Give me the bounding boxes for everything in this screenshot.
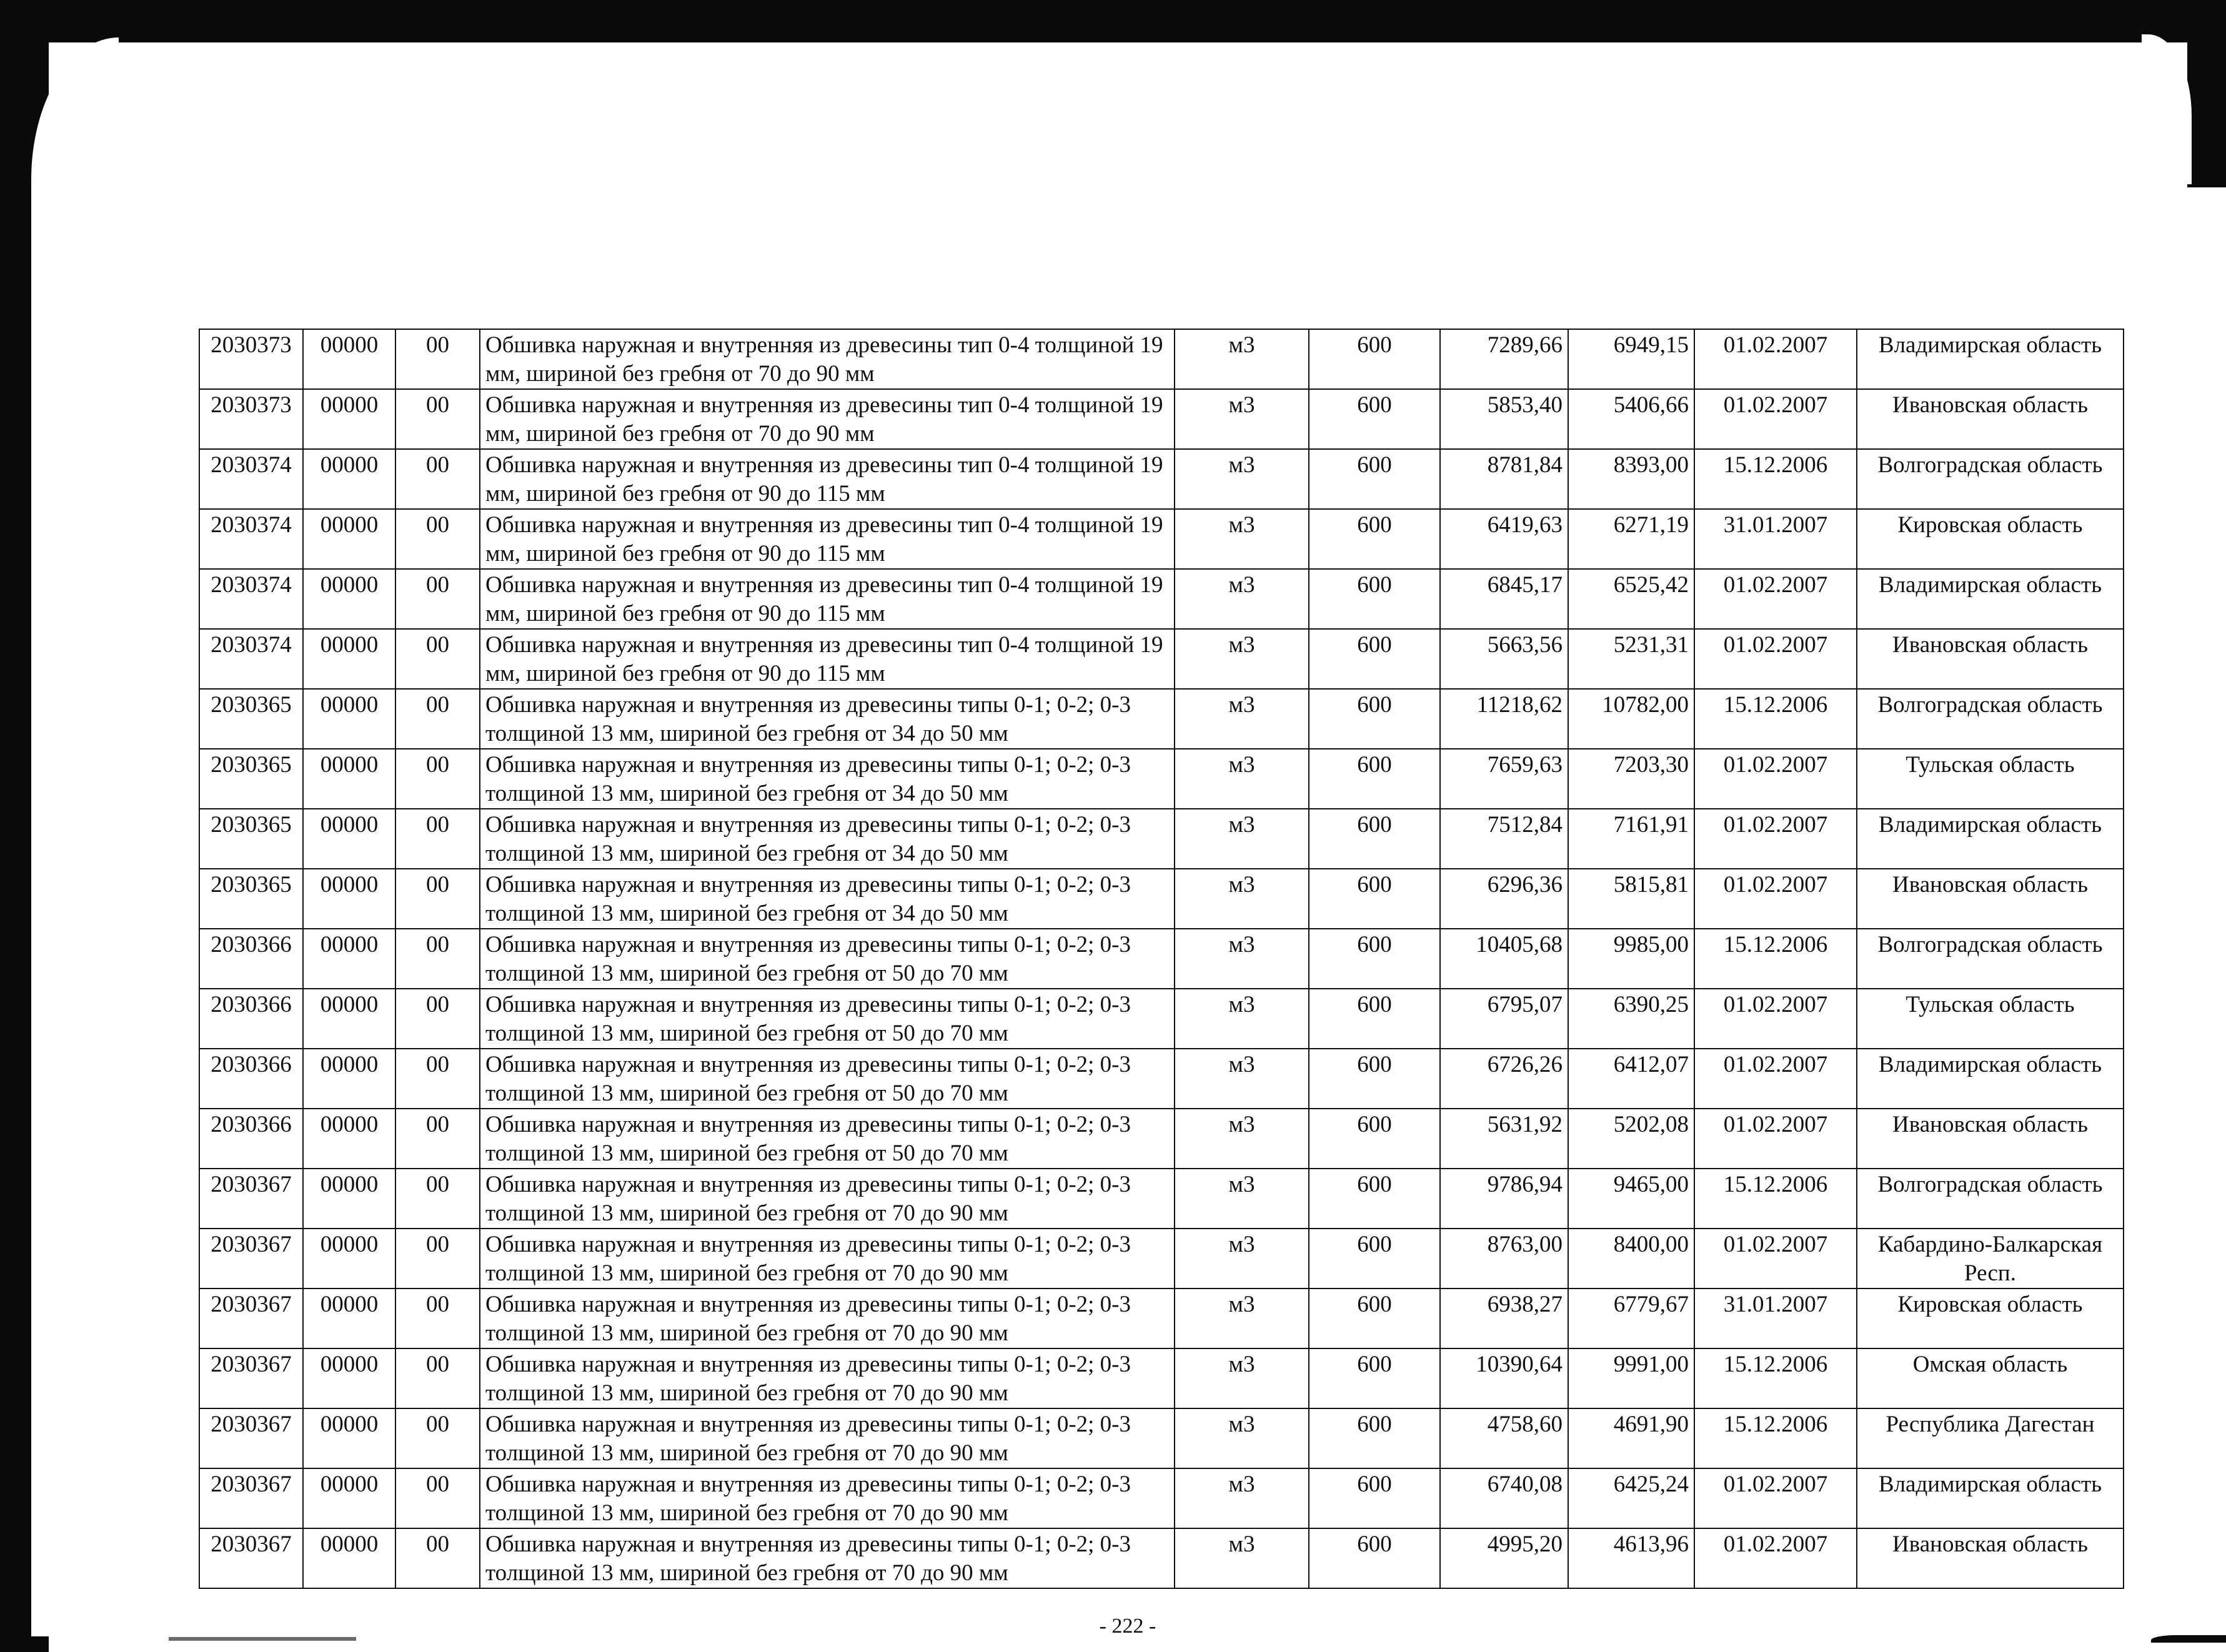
table-row — [199, 1468, 2124, 1528]
table-row — [199, 749, 2124, 809]
price-with-vat-cell: 7659,63 — [1440, 749, 1568, 809]
price-date-cell: 15.12.2006 — [1694, 929, 1857, 989]
unit-of-measure-cell: м3 — [1175, 449, 1309, 509]
table-row — [199, 809, 2124, 869]
table-row — [199, 1408, 2124, 1468]
sub-code-2-cell: 00 — [395, 569, 480, 629]
price-date-cell: 15.12.2006 — [1694, 449, 1857, 509]
region-cell: Волгоградская область — [1857, 689, 2124, 749]
item-description-cell: Обшивка наружная и внутренняя из древесины типы 0-1; 0-2; 0-3 толщиной 13 мм, шириной без гребня от 70 до 90 мм — [480, 1169, 1175, 1229]
region-cell: Ивановская область — [1857, 1528, 2124, 1588]
item-code-cell: 2030367 — [199, 1528, 303, 1588]
sub-code-2-cell: 00 — [395, 1229, 480, 1288]
sub-code-cell: 00000 — [303, 1169, 395, 1229]
price-without-vat-cell: 7161,91 — [1568, 809, 1694, 869]
price-date-cell: 01.02.2007 — [1694, 1049, 1857, 1109]
item-code-cell: 2030367 — [199, 1288, 303, 1348]
price-without-vat-cell: 4613,96 — [1568, 1528, 1694, 1588]
price-with-vat-cell: 6938,27 — [1440, 1288, 1568, 1348]
price-date-cell: 31.01.2007 — [1694, 509, 1857, 569]
item-description-cell: Обшивка наружная и внутренняя из древесины типы 0-1; 0-2; 0-3 толщиной 13 мм, шириной без гребня от 50 до 70 мм — [480, 1049, 1175, 1109]
unit-of-measure-cell: м3 — [1175, 1288, 1309, 1348]
quantity-cell: 600 — [1309, 1348, 1440, 1408]
item-description-cell: Обшивка наружная и внутренняя из древесины типы 0-1; 0-2; 0-3 толщиной 13 мм, шириной без гребня от 70 до 90 мм — [480, 1288, 1175, 1348]
sub-code-2-cell: 00 — [395, 629, 480, 689]
sub-code-cell: 00000 — [303, 1528, 395, 1588]
price-without-vat-cell: 6390,25 — [1568, 989, 1694, 1049]
quantity-cell: 600 — [1309, 1049, 1440, 1109]
sub-code-2-cell: 00 — [395, 929, 480, 989]
region-cell: Волгоградская область — [1857, 1169, 2124, 1229]
price-without-vat-cell: 8393,00 — [1568, 449, 1694, 509]
table-row — [199, 569, 2124, 629]
region-cell: Волгоградская область — [1857, 929, 2124, 989]
price-date-cell: 31.01.2007 — [1694, 1288, 1857, 1348]
sub-code-2-cell: 00 — [395, 1288, 480, 1348]
sub-code-2-cell: 00 — [395, 1408, 480, 1468]
item-description-cell: Обшивка наружная и внутренняя из древесины типы 0-1; 0-2; 0-3 толщиной 13 мм, шириной без гребня от 34 до 50 мм — [480, 689, 1175, 749]
item-code-cell: 2030367 — [199, 1468, 303, 1528]
item-description-cell: Обшивка наружная и внутренняя из древесины типы 0-1; 0-2; 0-3 толщиной 13 мм, шириной без гребня от 70 до 90 мм — [480, 1468, 1175, 1528]
quantity-cell: 600 — [1309, 1169, 1440, 1229]
price-without-vat-cell: 8400,00 — [1568, 1229, 1694, 1288]
price-without-vat-cell: 10782,00 — [1568, 689, 1694, 749]
quantity-cell: 600 — [1309, 929, 1440, 989]
sub-code-2-cell: 00 — [395, 1528, 480, 1588]
item-description-cell: Обшивка наружная и внутренняя из древесины тип 0-4 толщиной 19 мм, шириной без гребня от 70 до 90 мм — [480, 329, 1175, 389]
quantity-cell: 600 — [1309, 689, 1440, 749]
item-description-cell: Обшивка наружная и внутренняя из древесины тип 0-4 толщиной 19 мм, шириной без гребня от 90 до 115 мм — [480, 449, 1175, 509]
price-with-vat-cell: 7512,84 — [1440, 809, 1568, 869]
price-table — [199, 329, 2124, 1589]
price-date-cell: 15.12.2006 — [1694, 1348, 1857, 1408]
item-code-cell: 2030367 — [199, 1408, 303, 1468]
sub-code-cell: 00000 — [303, 569, 395, 629]
scan-smudge — [169, 1637, 356, 1641]
region-cell: Кировская область — [1857, 509, 2124, 569]
unit-of-measure-cell: м3 — [1175, 869, 1309, 929]
price-date-cell: 01.02.2007 — [1694, 629, 1857, 689]
price-without-vat-cell: 5815,81 — [1568, 869, 1694, 929]
sub-code-cell: 00000 — [303, 509, 395, 569]
sub-code-2-cell: 00 — [395, 389, 480, 449]
price-date-cell: 01.02.2007 — [1694, 1109, 1857, 1169]
region-cell: Ивановская область — [1857, 869, 2124, 929]
region-cell: Ивановская область — [1857, 389, 2124, 449]
unit-of-measure-cell: м3 — [1175, 1348, 1309, 1408]
quantity-cell: 600 — [1309, 329, 1440, 389]
region-cell: Тульская область — [1857, 989, 2124, 1049]
region-cell: Владимирская область — [1857, 809, 2124, 869]
sub-code-2-cell: 00 — [395, 869, 480, 929]
unit-of-measure-cell: м3 — [1175, 329, 1309, 389]
price-with-vat-cell: 4758,60 — [1440, 1408, 1568, 1468]
region-cell: Омская область — [1857, 1348, 2124, 1408]
quantity-cell: 600 — [1309, 449, 1440, 509]
item-description-cell: Обшивка наружная и внутренняя из древесины типы 0-1; 0-2; 0-3 толщиной 13 мм, шириной без гребня от 70 до 90 мм — [480, 1229, 1175, 1288]
scan-border-top — [0, 0, 2226, 42]
price-date-cell: 01.02.2007 — [1694, 1468, 1857, 1528]
price-with-vat-cell: 8763,00 — [1440, 1229, 1568, 1288]
region-cell: Ивановская область — [1857, 1109, 2124, 1169]
sub-code-cell: 00000 — [303, 1348, 395, 1408]
price-with-vat-cell: 6296,36 — [1440, 869, 1568, 929]
item-code-cell: 2030365 — [199, 749, 303, 809]
sub-code-2-cell: 00 — [395, 689, 480, 749]
sub-code-2-cell: 00 — [395, 1049, 480, 1109]
price-date-cell: 01.02.2007 — [1694, 989, 1857, 1049]
unit-of-measure-cell: м3 — [1175, 1528, 1309, 1588]
price-with-vat-cell: 5631,92 — [1440, 1109, 1568, 1169]
price-without-vat-cell: 9465,00 — [1568, 1169, 1694, 1229]
unit-of-measure-cell: м3 — [1175, 749, 1309, 809]
quantity-cell: 600 — [1309, 1229, 1440, 1288]
price-with-vat-cell: 6740,08 — [1440, 1468, 1568, 1528]
price-without-vat-cell: 5231,31 — [1568, 629, 1694, 689]
price-with-vat-cell: 5663,56 — [1440, 629, 1568, 689]
price-without-vat-cell: 6271,19 — [1568, 509, 1694, 569]
table-row — [199, 1229, 2124, 1288]
region-cell: Тульская область — [1857, 749, 2124, 809]
item-code-cell: 2030367 — [199, 1348, 303, 1408]
region-cell: Волгоградская область — [1857, 449, 2124, 509]
table-row — [199, 389, 2124, 449]
price-with-vat-cell: 8781,84 — [1440, 449, 1568, 509]
item-code-cell: 2030366 — [199, 1049, 303, 1109]
item-description-cell: Обшивка наружная и внутренняя из древесины типы 0-1; 0-2; 0-3 толщиной 13 мм, шириной без гребня от 34 до 50 мм — [480, 749, 1175, 809]
item-code-cell: 2030366 — [199, 929, 303, 989]
price-date-cell: 01.02.2007 — [1694, 1229, 1857, 1288]
sub-code-2-cell: 00 — [395, 449, 480, 509]
quantity-cell: 600 — [1309, 629, 1440, 689]
quantity-cell: 600 — [1309, 809, 1440, 869]
unit-of-measure-cell: м3 — [1175, 389, 1309, 449]
region-cell: Владимирская область — [1857, 329, 2124, 389]
region-cell: Кировская область — [1857, 1288, 2124, 1348]
quantity-cell: 600 — [1309, 1109, 1440, 1169]
sub-code-2-cell: 00 — [395, 509, 480, 569]
region-cell: Владимирская область — [1857, 1049, 2124, 1109]
item-description-cell: Обшивка наружная и внутренняя из древесины типы 0-1; 0-2; 0-3 толщиной 13 мм, шириной без гребня от 50 до 70 мм — [480, 1109, 1175, 1169]
item-description-cell: Обшивка наружная и внутренняя из древесины типы 0-1; 0-2; 0-3 толщиной 13 мм, шириной без гребня от 34 до 50 мм — [480, 809, 1175, 869]
unit-of-measure-cell: м3 — [1175, 629, 1309, 689]
price-without-vat-cell: 5202,08 — [1568, 1109, 1694, 1169]
unit-of-measure-cell: м3 — [1175, 989, 1309, 1049]
item-code-cell: 2030374 — [199, 629, 303, 689]
price-date-cell: 15.12.2006 — [1694, 1408, 1857, 1468]
sub-code-2-cell: 00 — [395, 809, 480, 869]
item-code-cell: 2030374 — [199, 569, 303, 629]
table-row — [199, 1348, 2124, 1408]
item-description-cell: Обшивка наружная и внутренняя из древесины типы 0-1; 0-2; 0-3 толщиной 13 мм, шириной без гребня от 50 до 70 мм — [480, 929, 1175, 989]
price-with-vat-cell: 7289,66 — [1440, 329, 1568, 389]
item-description-cell: Обшивка наружная и внутренняя из древесины типы 0-1; 0-2; 0-3 толщиной 13 мм, шириной без гребня от 70 до 90 мм — [480, 1408, 1175, 1468]
sub-code-2-cell: 00 — [395, 1169, 480, 1229]
table-row — [199, 689, 2124, 749]
price-date-cell: 15.12.2006 — [1694, 689, 1857, 749]
quantity-cell: 600 — [1309, 989, 1440, 1049]
item-code-cell: 2030367 — [199, 1229, 303, 1288]
item-code-cell: 2030367 — [199, 1169, 303, 1229]
item-description-cell: Обшивка наружная и внутренняя из древесины типы 0-1; 0-2; 0-3 толщиной 13 мм, шириной без гребня от 34 до 50 мм — [480, 869, 1175, 929]
quantity-cell: 600 — [1309, 569, 1440, 629]
quantity-cell: 600 — [1309, 1288, 1440, 1348]
sub-code-cell: 00000 — [303, 809, 395, 869]
item-description-cell: Обшивка наружная и внутренняя из древесины тип 0-4 толщиной 19 мм, шириной без гребня от 90 до 115 мм — [480, 629, 1175, 689]
item-description-cell: Обшивка наружная и внутренняя из древесины тип 0-4 толщиной 19 мм, шириной без гребня от 90 до 115 мм — [480, 509, 1175, 569]
item-description-cell: Обшивка наружная и внутренняя из древесины типы 0-1; 0-2; 0-3 толщиной 13 мм, шириной без гребня от 70 до 90 мм — [480, 1528, 1175, 1588]
price-with-vat-cell: 10390,64 — [1440, 1348, 1568, 1408]
price-with-vat-cell: 6795,07 — [1440, 989, 1568, 1049]
quantity-cell: 600 — [1309, 389, 1440, 449]
table-row — [199, 1109, 2124, 1169]
scan-border-right — [2187, 0, 2226, 187]
unit-of-measure-cell: м3 — [1175, 1169, 1309, 1229]
table-row — [199, 989, 2124, 1049]
price-without-vat-cell: 4691,90 — [1568, 1408, 1694, 1468]
sub-code-cell: 00000 — [303, 1288, 395, 1348]
unit-of-measure-cell: м3 — [1175, 929, 1309, 989]
table-row — [199, 509, 2124, 569]
unit-of-measure-cell: м3 — [1175, 809, 1309, 869]
unit-of-measure-cell: м3 — [1175, 689, 1309, 749]
table-row — [199, 629, 2124, 689]
scan-border-bottom-right — [2151, 1635, 2226, 1643]
price-date-cell: 01.02.2007 — [1694, 749, 1857, 809]
sub-code-cell: 00000 — [303, 1408, 395, 1468]
item-code-cell: 2030374 — [199, 509, 303, 569]
quantity-cell: 600 — [1309, 1468, 1440, 1528]
unit-of-measure-cell: м3 — [1175, 1468, 1309, 1528]
price-with-vat-cell: 10405,68 — [1440, 929, 1568, 989]
table-row — [199, 1288, 2124, 1348]
item-code-cell: 2030365 — [199, 809, 303, 869]
sub-code-cell: 00000 — [303, 749, 395, 809]
price-without-vat-cell: 6525,42 — [1568, 569, 1694, 629]
price-date-cell: 01.02.2007 — [1694, 569, 1857, 629]
price-with-vat-cell: 5853,40 — [1440, 389, 1568, 449]
price-without-vat-cell: 9991,00 — [1568, 1348, 1694, 1408]
region-cell: Владимирская область — [1857, 569, 2124, 629]
region-cell: Республика Дагестан — [1857, 1408, 2124, 1468]
region-cell: Кабардино-Балкарская Респ. — [1857, 1229, 2124, 1288]
table-row — [199, 1169, 2124, 1229]
price-date-cell: 01.02.2007 — [1694, 1528, 1857, 1588]
page-number: - 222 - — [1099, 1615, 1156, 1638]
scan-page-corner — [2142, 34, 2192, 184]
sub-code-cell: 00000 — [303, 689, 395, 749]
price-without-vat-cell: 6779,67 — [1568, 1288, 1694, 1348]
unit-of-measure-cell: м3 — [1175, 1408, 1309, 1468]
price-date-cell: 01.02.2007 — [1694, 389, 1857, 449]
sub-code-cell: 00000 — [303, 1229, 395, 1288]
table-row — [199, 869, 2124, 929]
sub-code-2-cell: 00 — [395, 329, 480, 389]
unit-of-measure-cell: м3 — [1175, 1109, 1309, 1169]
table-row — [199, 329, 2124, 389]
price-date-cell: 01.02.2007 — [1694, 869, 1857, 929]
item-description-cell: Обшивка наружная и внутренняя из древесины тип 0-4 толщиной 19 мм, шириной без гребня от 70 до 90 мм — [480, 389, 1175, 449]
unit-of-measure-cell: м3 — [1175, 1049, 1309, 1109]
item-code-cell: 2030373 — [199, 329, 303, 389]
quantity-cell: 600 — [1309, 749, 1440, 809]
price-date-cell: 01.02.2007 — [1694, 809, 1857, 869]
table-row — [199, 1049, 2124, 1109]
table-row — [199, 929, 2124, 989]
price-with-vat-cell: 9786,94 — [1440, 1169, 1568, 1229]
sub-code-cell: 00000 — [303, 929, 395, 989]
item-description-cell: Обшивка наружная и внутренняя из древесины типы 0-1; 0-2; 0-3 толщиной 13 мм, шириной без гребня от 50 до 70 мм — [480, 989, 1175, 1049]
price-with-vat-cell: 6419,63 — [1440, 509, 1568, 569]
price-with-vat-cell: 6726,26 — [1440, 1049, 1568, 1109]
scan-page-edge — [31, 37, 119, 1636]
item-code-cell: 2030374 — [199, 449, 303, 509]
sub-code-cell: 00000 — [303, 1109, 395, 1169]
item-code-cell: 2030373 — [199, 389, 303, 449]
quantity-cell: 600 — [1309, 1408, 1440, 1468]
sub-code-2-cell: 00 — [395, 1348, 480, 1408]
sub-code-cell: 00000 — [303, 989, 395, 1049]
price-without-vat-cell: 6412,07 — [1568, 1049, 1694, 1109]
sub-code-cell: 00000 — [303, 1468, 395, 1528]
table-row — [199, 1528, 2124, 1588]
sub-code-cell: 00000 — [303, 629, 395, 689]
item-code-cell: 2030366 — [199, 989, 303, 1049]
sub-code-cell: 00000 — [303, 869, 395, 929]
item-description-cell: Обшивка наружная и внутренняя из древесины типы 0-1; 0-2; 0-3 толщиной 13 мм, шириной без гребня от 70 до 90 мм — [480, 1348, 1175, 1408]
sub-code-cell: 00000 — [303, 389, 395, 449]
price-without-vat-cell: 5406,66 — [1568, 389, 1694, 449]
price-without-vat-cell: 9985,00 — [1568, 929, 1694, 989]
item-description-cell: Обшивка наружная и внутренняя из древесины тип 0-4 толщиной 19 мм, шириной без гребня от 90 до 115 мм — [480, 569, 1175, 629]
sub-code-2-cell: 00 — [395, 1468, 480, 1528]
unit-of-measure-cell: м3 — [1175, 569, 1309, 629]
sub-code-cell: 00000 — [303, 449, 395, 509]
sub-code-2-cell: 00 — [395, 1109, 480, 1169]
table-row — [199, 449, 2124, 509]
price-date-cell: 01.02.2007 — [1694, 329, 1857, 389]
quantity-cell: 600 — [1309, 869, 1440, 929]
unit-of-measure-cell: м3 — [1175, 1229, 1309, 1288]
region-cell: Ивановская область — [1857, 629, 2124, 689]
price-without-vat-cell: 7203,30 — [1568, 749, 1694, 809]
sub-code-2-cell: 00 — [395, 749, 480, 809]
sub-code-cell: 00000 — [303, 329, 395, 389]
item-code-cell: 2030366 — [199, 1109, 303, 1169]
item-code-cell: 2030365 — [199, 869, 303, 929]
quantity-cell: 600 — [1309, 1528, 1440, 1588]
price-with-vat-cell: 11218,62 — [1440, 689, 1568, 749]
sub-code-cell: 00000 — [303, 1049, 395, 1109]
item-code-cell: 2030365 — [199, 689, 303, 749]
sub-code-2-cell: 00 — [395, 989, 480, 1049]
quantity-cell: 600 — [1309, 509, 1440, 569]
price-without-vat-cell: 6949,15 — [1568, 329, 1694, 389]
table-body — [199, 329, 2124, 1588]
price-with-vat-cell: 6845,17 — [1440, 569, 1568, 629]
price-without-vat-cell: 6425,24 — [1568, 1468, 1694, 1528]
region-cell: Владимирская область — [1857, 1468, 2124, 1528]
price-with-vat-cell: 4995,20 — [1440, 1528, 1568, 1588]
unit-of-measure-cell: м3 — [1175, 509, 1309, 569]
price-date-cell: 15.12.2006 — [1694, 1169, 1857, 1229]
